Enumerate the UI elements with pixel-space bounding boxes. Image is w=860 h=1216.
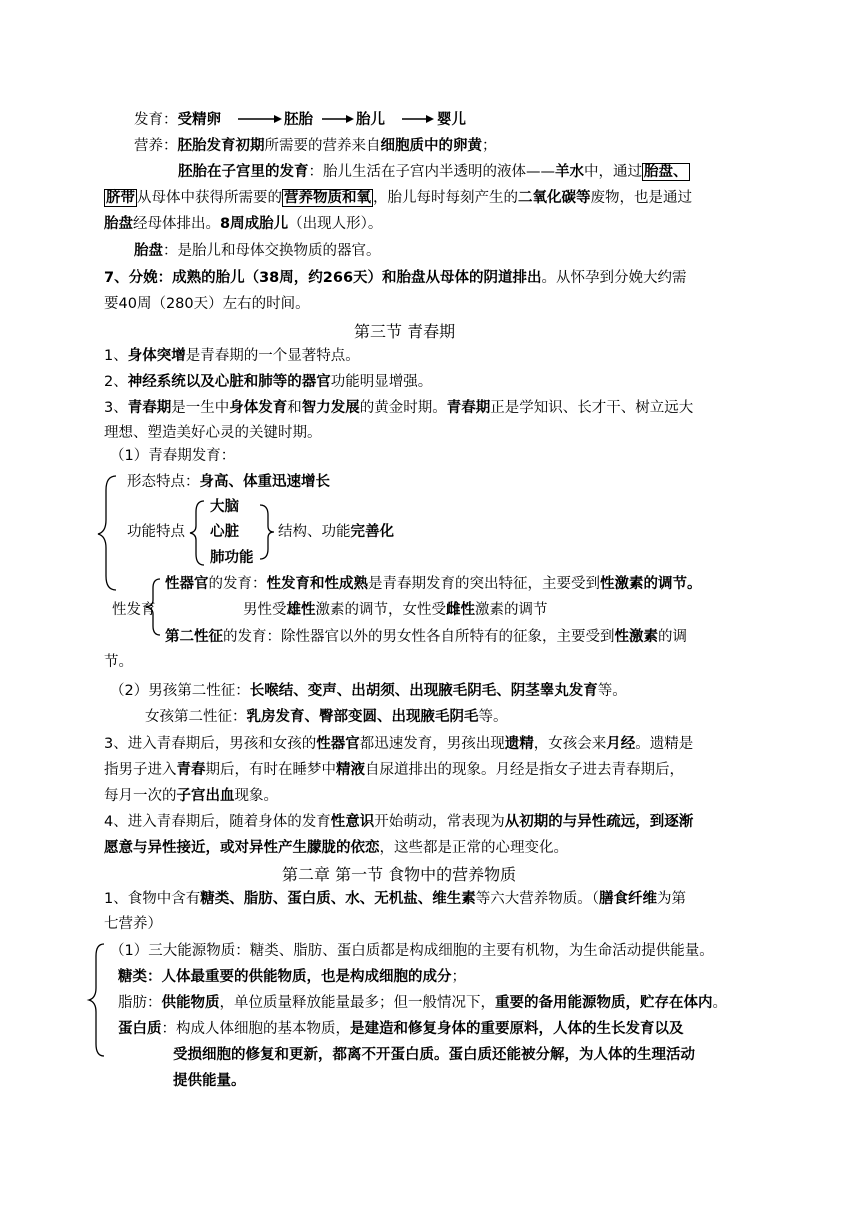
p3b-b5: 精液 xyxy=(336,762,365,778)
p3b-b6: 子宫出血 xyxy=(176,788,235,804)
fat-line xyxy=(118,993,727,1013)
p3b-t6: 期后，有时在睡梦中 xyxy=(205,762,336,778)
uterus-line-2 xyxy=(104,188,692,208)
uterus-b5: 8周成胎儿 xyxy=(220,216,289,232)
dev-stage-2: 胚胎 xyxy=(284,112,313,128)
fat-t2: ，单位质量释放能量最多；但一般情况下， xyxy=(219,995,495,1011)
energy-brace xyxy=(86,940,108,1060)
chapter-2-title: 第二章 第一节 食物中的营养物质 xyxy=(282,865,517,884)
fat-t3: 。 xyxy=(712,995,727,1011)
boy-t: （2）男孩第二性征： xyxy=(110,683,250,699)
p2-n: 2、 xyxy=(104,374,128,390)
p4-b1: 性意识 xyxy=(330,814,375,830)
sex2-t2: 的调 xyxy=(658,629,687,645)
placenta-b: 胎盘 xyxy=(134,243,163,259)
uterus-b3: 二氧化碳等 xyxy=(518,190,591,206)
pro-b2: 是建造和修复身体的重要原料，人体的生长发育以及 xyxy=(350,1021,684,1037)
func-result xyxy=(278,522,394,542)
mid-t1: 男性受 xyxy=(243,602,287,618)
morph-b: 身高、体重迅速增长 xyxy=(199,474,330,490)
nutr-b1: 胚胎发育初期 xyxy=(177,138,265,154)
nutr-b2: 细胞质中的卵黄 xyxy=(380,138,482,154)
uterus-b1: 胚胎在子宫里的发育 xyxy=(178,164,309,180)
p3b-b2: 遗精 xyxy=(504,736,534,752)
birth-line-1 xyxy=(104,268,687,288)
func-right-brace xyxy=(258,502,276,562)
p4-b2: 从初期的与异性疏远，到逐渐 xyxy=(504,814,694,830)
food-line-1 xyxy=(104,889,686,909)
p3-b3: 智力发展 xyxy=(301,400,360,416)
uterus-t3: 从母体中获得所需要的 xyxy=(137,190,282,206)
development-chain xyxy=(134,110,221,130)
uterus-t5: 废物，也是通过 xyxy=(590,190,692,206)
sex1-t3: 的调节。 xyxy=(643,576,702,592)
p4-b3: 愿意与异性接近，或对异性产生朦胧的依恋 xyxy=(104,840,380,856)
p3b-t8: 每月一次的 xyxy=(104,788,177,804)
mid-t2: 激素的调节，女性受 xyxy=(315,602,446,618)
sex1-b2: 性发育和性成熟 xyxy=(266,576,368,592)
point-1 xyxy=(104,346,360,366)
uterus-b4: 胎盘 xyxy=(104,216,133,232)
p3b-t1: 3、进入青春期后，男孩和女孩的 xyxy=(104,736,317,752)
sex-label: 性发育 xyxy=(112,602,156,618)
p4-t3: ，这些都是正常的心理变化。 xyxy=(379,840,568,856)
uterus-t7: （出现人形）。 xyxy=(288,216,383,232)
uterus-line-1 xyxy=(178,162,690,182)
nutr-label: 营养： xyxy=(134,138,178,154)
p2-b: 神经系统以及心脏和肺等的器官 xyxy=(127,374,331,390)
boy-b: 长喉结、变声、出胡须、出现腋毛阴毛、阴茎睾丸发育 xyxy=(249,683,598,699)
girl-traits xyxy=(145,707,508,727)
func-left-brace xyxy=(188,498,206,568)
birth-t2: 要40周（280天）左右的时间。 xyxy=(104,296,310,312)
p3b-b4: 青春 xyxy=(176,762,206,778)
p1-n: 1、 xyxy=(104,348,128,364)
p1-b: 身体突增 xyxy=(127,348,186,364)
morph-line xyxy=(127,472,330,492)
uterus-box1: 胎盘、 xyxy=(644,164,688,180)
point-3-line-2 xyxy=(104,423,322,443)
secondary-sex-line-2: 节。 xyxy=(104,654,133,670)
uterus-t6: 经母体排出。 xyxy=(133,216,220,232)
uterus-box3: 营养物质和氧 xyxy=(284,190,371,206)
dev-stage-4: 婴儿 xyxy=(437,112,466,128)
p4-t1: 4、进入青春期后，随着身体的发育 xyxy=(104,814,331,830)
p3-b2: 身体发育 xyxy=(229,400,288,416)
dev-stage-3: 胎儿 xyxy=(356,112,385,128)
func-label: 功能特点 xyxy=(127,524,185,540)
sex1-t2: 是青春期发育的突出特征，主要受到 xyxy=(368,576,600,592)
p3b-t4: 。遗精是 xyxy=(635,736,694,752)
p3b-line-2 xyxy=(104,760,684,780)
fat-b1: 供能物质 xyxy=(161,995,220,1011)
puberty-subheading: （1）青春期发育： xyxy=(110,448,236,464)
protein-line-2 xyxy=(173,1045,695,1065)
birth-line-2 xyxy=(104,294,310,314)
sex-brace xyxy=(144,576,164,638)
protein-line-3 xyxy=(173,1071,246,1091)
p2-t: 功能明显增强。 xyxy=(330,374,433,390)
pro-b3: 受损细胞的修复和更新，都离不开蛋白质。蛋白质还能被分解，为人体的生理活动 xyxy=(173,1047,695,1063)
secondary-sex-line xyxy=(165,627,687,647)
food-t3: 为第 xyxy=(656,891,686,907)
p1-t: 是青春期的一个显著特点。 xyxy=(185,348,360,364)
dev-stage-1: 受精卵 xyxy=(177,112,221,128)
pro-b1: 蛋白质 xyxy=(118,1021,162,1037)
girl-t: 女孩第二性征： xyxy=(145,709,247,725)
placenta-t: ：是胎儿和母体交换物质的器官。 xyxy=(163,243,381,259)
p3b-t5: 指男子进入 xyxy=(104,762,177,778)
boy-traits xyxy=(110,681,627,701)
p4-line-1 xyxy=(104,812,693,832)
pro-t1: ：构成人体细胞的基本物质， xyxy=(161,1021,350,1037)
morph-label: 形态特点： xyxy=(127,474,200,490)
nutr-t1: 所需要的营养来自 xyxy=(264,138,381,154)
girl-t2: 等。 xyxy=(478,709,508,725)
food-b2: 膳食纤维 xyxy=(598,891,657,907)
p3b-t3: ，女孩会来 xyxy=(533,736,607,752)
p3-t4: 正是学知识、长才干、树立远大 xyxy=(490,400,694,416)
p3b-b1: 性器官 xyxy=(316,736,360,752)
func-t: 结构、功能 xyxy=(278,524,351,540)
p3-t5: 理想、塑造美好心灵的关键时期。 xyxy=(104,425,322,441)
food-t1: 1、食物中含有 xyxy=(104,891,201,907)
fat-t1: 脂肪： xyxy=(118,995,162,1011)
mid-t3: 激素的调节 xyxy=(475,602,548,618)
uterus-t4: ，胎儿每时每刻产生的 xyxy=(373,190,518,206)
p3b-line-3 xyxy=(104,786,278,806)
sex1-b3: 性激素 xyxy=(600,576,644,592)
nutr-t2: ； xyxy=(482,138,497,154)
sex1-t1: 的发育： xyxy=(208,576,267,592)
p3b-t2: 都迅速发育，男孩出现 xyxy=(359,736,505,752)
p3b-t9: 现象。 xyxy=(234,788,278,804)
protein-line-1 xyxy=(118,1019,684,1039)
sex2-b1: 第二性征 xyxy=(165,629,223,645)
mid-b2: 雌性 xyxy=(446,602,475,618)
placenta-line xyxy=(134,241,381,261)
mid-b1: 雄性 xyxy=(286,602,316,618)
boy-t2: 等。 xyxy=(597,683,627,699)
p3-b4: 青春期 xyxy=(446,400,491,416)
p3-t3: 的黄金时期。 xyxy=(359,400,447,416)
sugar-line xyxy=(118,967,466,987)
point-2 xyxy=(104,372,432,392)
p3-n: 3、 xyxy=(104,400,128,416)
p3b-line-1 xyxy=(104,734,693,754)
uterus-b2: 羊水 xyxy=(555,164,584,180)
uterus-t1: ：胎儿生活在子宫内半透明的液体—— xyxy=(308,164,555,180)
pro-b4: 提供能量。 xyxy=(173,1073,246,1089)
dev-label: 发育： xyxy=(134,112,178,128)
sugar-b: 糖类：人体最重要的供能物质，也是构成细胞的成分 xyxy=(118,969,452,985)
food-b1: 糖类、脂肪、蛋白质、水、无机盐、维生素 xyxy=(200,891,476,907)
organ-lung: 肺功能 xyxy=(210,550,254,566)
section-3-title: 第三节 青春期 xyxy=(354,322,456,341)
sex2-t1: 的发育：除性器官以外的男女性各自所特有的征象，主要受到 xyxy=(223,629,615,645)
p3-b1: 青春期 xyxy=(127,400,172,416)
birth-b1: 7、分娩：成熟的胎儿（38周，约266天）和胎盘从母体的阴道排出 xyxy=(104,270,542,286)
sex2-b2: 性激素 xyxy=(614,629,658,645)
p3-t1: 是一生中 xyxy=(171,400,230,416)
energy-intro: （1）三大能源物质：糖类、脂肪、蛋白质都是构成细胞的主要有机物，为生命活动提供能量。 xyxy=(110,943,714,959)
uterus-line-3 xyxy=(104,214,382,234)
sex-hormone-line xyxy=(243,600,548,620)
fat-b2: 重要的备用能源物质，贮存在体内 xyxy=(495,995,713,1011)
food-t2: 等六大营养物质。（ xyxy=(475,891,599,907)
organ-brain: 大脑 xyxy=(210,499,239,515)
p3b-t7: 自尿道排出的现象。月经是指女子进去青春期后， xyxy=(365,762,684,778)
girl-b: 乳房发育、臀部变圆、出现腋毛阴毛 xyxy=(246,709,479,725)
nutrition-line xyxy=(134,136,497,156)
func-b: 完善化 xyxy=(350,524,394,540)
p3-t2: 和 xyxy=(287,400,302,416)
sex-organ-line xyxy=(165,574,702,594)
uterus-t2: 中，通过 xyxy=(584,164,642,180)
birth-t1: 。从怀孕到分娩大约需 xyxy=(541,270,687,286)
uterus-box2: 脐带 xyxy=(106,190,135,206)
food-line-2: 七营养） xyxy=(104,916,162,932)
outer-brace xyxy=(96,472,120,592)
p3b-b3: 月经 xyxy=(606,736,636,752)
sex1-b1: 性器官 xyxy=(165,576,209,592)
point-3-line-1 xyxy=(104,398,693,418)
sugar-t: ； xyxy=(451,969,466,985)
p4-t2: 开始萌动，常表现为 xyxy=(374,814,505,830)
organ-heart: 心脏 xyxy=(210,524,239,540)
p4-line-2 xyxy=(104,838,568,858)
